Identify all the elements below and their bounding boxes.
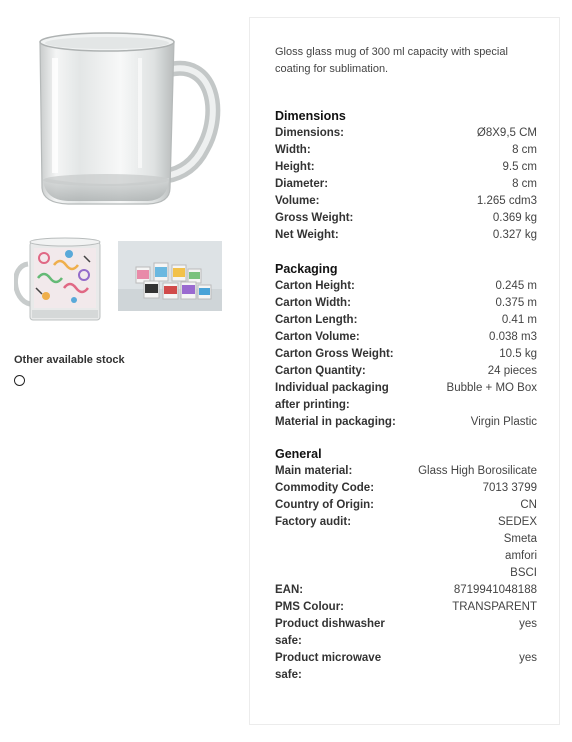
spec-row: [275, 227, 537, 244]
spec-row: [275, 363, 537, 380]
spec-value: 24 pieces: [487, 365, 537, 377]
spec-label: Dimensions:: [275, 127, 345, 139]
spec-label: Diameter:: [275, 178, 329, 190]
other-stock-label: Other available stock: [14, 354, 125, 366]
product-description: Gloss glass mug of 300 ml capacity with special coating for sublimation.: [275, 46, 508, 75]
product-main-image[interactable]: [18, 18, 228, 218]
other-stock-radio[interactable]: [14, 375, 25, 386]
spec-value: 0.038 m3: [489, 331, 537, 343]
spec-value: TRANSPARENT: [452, 601, 537, 613]
spec-row: [275, 346, 537, 363]
general-section: [275, 446, 537, 684]
spec-value: 0.245 m: [495, 280, 537, 292]
spec-row: [275, 210, 537, 227]
spec-value: 0.41 m: [501, 314, 537, 326]
spec-label: Material in packaging:: [275, 416, 396, 428]
spec-value: 1.265 cdm3: [476, 195, 537, 207]
spec-row: [275, 599, 537, 616]
spec-value: Glass High Borosilicate: [418, 465, 537, 477]
spec-value: yes: [519, 652, 537, 664]
spec-value: 7013 3799: [482, 482, 537, 494]
spec-value: CN: [520, 499, 537, 511]
glass-mug-image: [18, 18, 228, 218]
spec-row: [275, 463, 537, 480]
section-title: Dimensions: [275, 109, 346, 123]
spec-row: [275, 582, 537, 599]
spec-row: [275, 329, 537, 346]
spec-row: [275, 159, 537, 176]
spec-value: 9.5 cm: [502, 161, 537, 173]
spec-label: Commodity Code:: [275, 482, 375, 494]
spec-label: PMS Colour:: [275, 601, 344, 613]
spec-row: [275, 312, 537, 329]
spec-label: Gross Weight:: [275, 212, 354, 224]
spec-row: [275, 278, 537, 295]
spec-value: Virgin Plastic: [470, 416, 537, 428]
spec-row: [275, 295, 537, 312]
spec-label: Product microwave safe:: [275, 652, 382, 681]
product-thumbnail-lifestyle[interactable]: [118, 241, 222, 311]
spec-label: Product dishwasher safe:: [275, 618, 385, 647]
spec-value: 8 cm: [512, 144, 537, 156]
spec-value: 0.369 kg: [492, 212, 537, 224]
spec-row: [275, 650, 537, 684]
spec-label: Carton Quantity:: [275, 365, 366, 377]
spec-label: Individual packaging after printing:: [275, 382, 389, 411]
spec-label: Height:: [275, 161, 315, 173]
spec-row: [275, 414, 537, 431]
spec-panel: [249, 17, 560, 725]
spec-value: 0.375 m: [495, 297, 537, 309]
printed-mug-image: [14, 230, 110, 326]
spec-value: 8719941048188: [453, 584, 537, 596]
spec-value: 0.327 kg: [492, 229, 537, 241]
packaging-section: [275, 261, 537, 431]
spec-row: [275, 497, 537, 514]
spec-row: [275, 125, 537, 142]
spec-value: 10.5 kg: [499, 348, 537, 360]
spec-value: SEDEX Smeta amfori BSCI: [498, 516, 537, 579]
spec-label: Carton Width:: [275, 297, 351, 309]
spec-row: [275, 480, 537, 497]
section-title: Packaging: [275, 262, 338, 276]
spec-label: Volume:: [275, 195, 320, 207]
spec-label: Width:: [275, 144, 311, 156]
spec-label: Carton Length:: [275, 314, 358, 326]
spec-value: Ø8X9,5 CM: [476, 127, 537, 139]
spec-label: Country of Origin:: [275, 499, 375, 511]
product-thumbnail-printed[interactable]: [14, 230, 110, 326]
spec-row: [275, 616, 537, 650]
spec-row: [275, 514, 537, 582]
spec-row: [275, 176, 537, 193]
spec-value: Bubble + MO Box: [446, 382, 537, 394]
spec-label: Main material:: [275, 465, 353, 477]
spec-label: EAN:: [275, 584, 304, 596]
section-title: General: [275, 447, 322, 461]
spec-label: Carton Volume:: [275, 331, 360, 343]
spec-label: Carton Gross Weight:: [275, 348, 394, 360]
spec-row: [275, 380, 537, 414]
spec-value: yes: [519, 618, 537, 630]
spec-label: Carton Height:: [275, 280, 355, 292]
spec-label: Net Weight:: [275, 229, 339, 241]
spec-label: Factory audit:: [275, 516, 352, 528]
spec-row: [275, 193, 537, 210]
spec-row: [275, 142, 537, 159]
mugs-group-image: [118, 241, 222, 311]
dimensions-section: [275, 108, 537, 244]
spec-value: 8 cm: [512, 178, 537, 190]
